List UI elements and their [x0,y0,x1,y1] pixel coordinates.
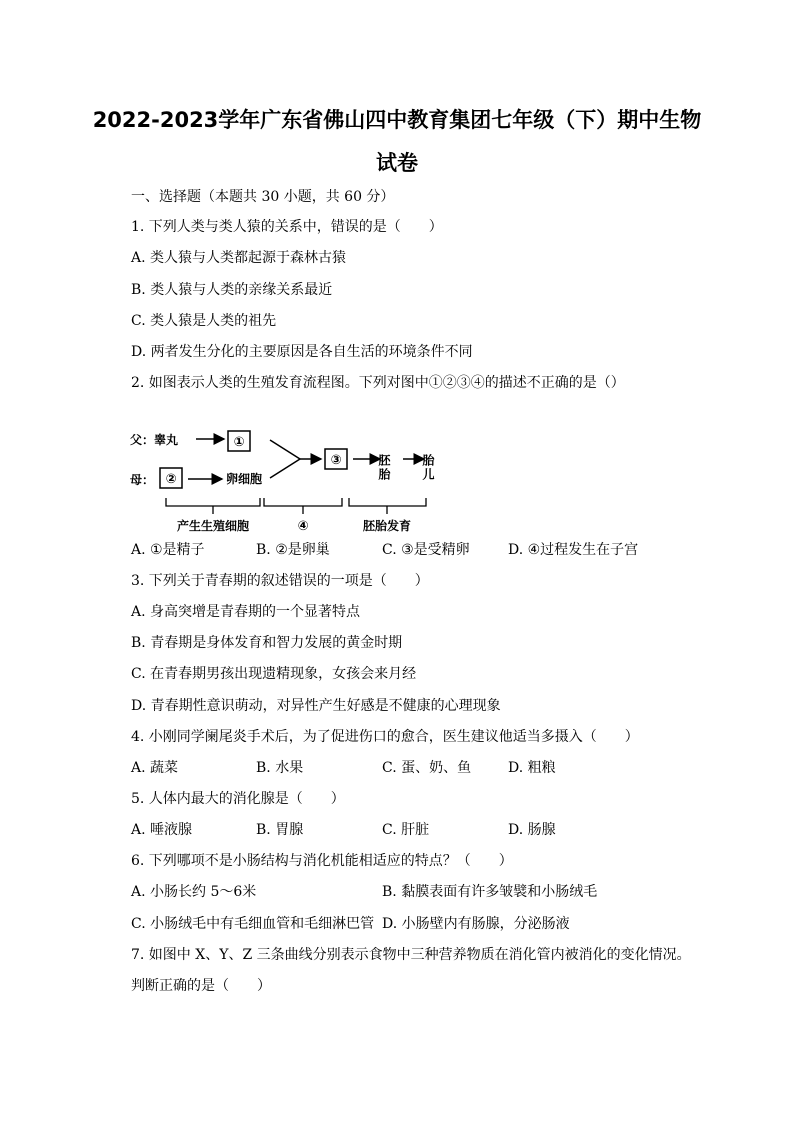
question-3-option-a: A. 身高突增是青春期的一个显著特点 [131,604,361,620]
egg-cell-label: 卵细胞 [226,472,263,486]
question-1-option-b: B. 类人猿与人类的亲缘关系最近 [131,282,333,298]
question-2-option-a: A. ①是精子 [131,542,205,558]
question-4-option-d: D. 粗粮 [508,760,556,776]
question-6-option-d: D. 小肠壁内有肠腺，分泌肠液 [382,916,570,932]
embryo-development-label: 胚胎发育 [362,519,412,533]
question-7-stem-continued: 判断正确的是（ ） [131,978,271,994]
question-4-stem: 4. 小刚同学阑尾炎手术后，为了促进伤口的愈合，医生建议他适当多摄入（ ） [131,729,639,745]
section-heading: 一、选择题（本题共 30 小题，共 60 分） [131,189,395,205]
question-3-option-b: B. 青春期是身体发育和智力发展的黄金时期 [131,635,403,651]
question-5-option-c: C. 肝脏 [382,822,430,838]
question-5-option-b: B. 胃腺 [256,822,304,838]
circle-3-label: ③ [330,453,342,468]
question-1-option-d: D. 两者发生分化的主要原因是各自生活的环境条件不同 [131,344,473,360]
reproduction-flow-diagram [128,418,468,538]
question-4-option-c: C. 蛋、奶、鱼 [382,760,472,776]
father-label: 父：睾丸 [130,433,179,447]
question-5-option-a: A. 唾液腺 [131,822,193,838]
question-1-option-a: A. 类人猿与人类都起源于森林古猿 [131,250,347,266]
page-title-line2: 试卷 [376,151,418,175]
question-6-option-a: A. 小肠长约 5～6米 [131,884,257,900]
question-6-stem: 6. 下列哪项不是小肠结构与消化机能相适应的特点？（ ） [131,853,513,869]
question-1-stem: 1. 下列人类与类人猿的关系中，错误的是（ ） [131,219,443,235]
circle-4-label: ④ [297,519,309,534]
mother-label: 母： [130,473,155,487]
circle-1-label: ① [233,435,245,450]
question-3-stem: 3. 下列关于青春期的叙述错误的一项是（ ） [131,573,429,589]
question-5-option-d: D. 肠腺 [508,822,556,838]
question-3-option-d: D. 青春期性意识萌动，对异性产生好感是不健康的心理现象 [131,698,501,714]
question-4-option-b: B. 水果 [256,760,304,776]
question-2-option-d: D. ④过程发生在子宫 [508,542,639,558]
embryo-label: 胚胎 [377,454,391,482]
question-6-option-c: C. 小肠绒毛中有毛细血管和毛细淋巴管 [131,916,375,932]
fetus-label: 胎儿 [421,454,435,482]
question-7-stem: 7. 如图中 X、Y、Z 三条曲线分别表示食物中三种营养物质在消化管内被消化的变化情况。 [131,947,691,963]
question-5-stem: 5. 人体内最大的消化腺是（ ） [131,791,345,807]
question-2-option-c: C. ③是受精卵 [382,542,470,558]
question-2-stem: 2. 如图表示人类的生殖发育流程图。下列对图中①②③④的描述不正确的是（） [131,375,625,391]
produce-gametes-label: 产生生殖细胞 [176,519,250,533]
question-2-option-b: B. ②是卵巢 [256,542,330,558]
question-4-option-a: A. 蔬菜 [131,760,179,776]
question-6-option-b: B. 黏膜表面有许多皱襞和小肠绒毛 [382,884,598,900]
question-1-option-c: C. 类人猿是人类的祖先 [131,313,277,329]
circle-2-label: ② [165,472,177,487]
page-title-line1: 2022-2023学年广东省佛山四中教育集团七年级（下）期中生物 [92,108,702,132]
question-3-option-c: C. 在青春期男孩出现遗精现象，女孩会来月经 [131,666,417,682]
